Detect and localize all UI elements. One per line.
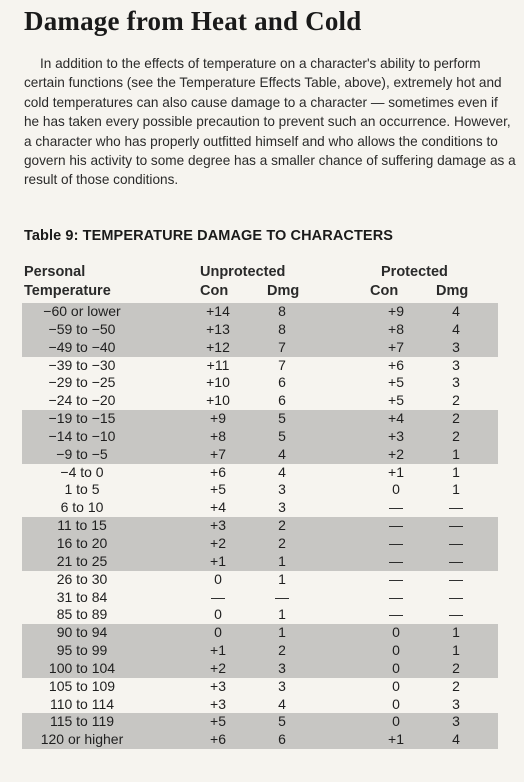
section-title: Damage from Heat and Cold [24,6,362,36]
cell-unprotected-con: +3 [210,517,226,534]
table-row [22,499,498,517]
cell-unprotected-con: — [211,588,225,605]
cell-temperature: −49 to −40 [48,338,116,355]
cell-unprotected-dmg: 3 [278,499,286,516]
cell-protected-dmg: — [449,499,463,516]
table-header [24,264,504,304]
cell-protected-con: — [389,570,403,587]
cell-protected-con: +2 [388,445,404,462]
cell-protected-con: 0 [392,624,400,641]
cell-unprotected-dmg: 3 [278,481,286,498]
table-row [22,446,498,464]
table-row [22,589,498,607]
table-row [22,339,498,357]
cell-temperature: 115 to 119 [49,713,115,730]
cell-unprotected-con: 0 [214,606,222,623]
cell-protected-con: +5 [388,374,404,391]
cell-protected-con: — [389,552,403,569]
cell-temperature: 95 to 99 [56,642,108,659]
cell-unprotected-con: +8 [210,427,226,444]
cell-unprotected-con: +12 [206,338,230,355]
cell-protected-con: +8 [388,320,404,337]
table-row [22,731,498,749]
header-temperature: Temperature [24,283,111,299]
cell-unprotected-con: +1 [210,552,226,569]
cell-protected-con: — [389,517,403,534]
cell-temperature: 100 to 104 [48,659,116,676]
cell-unprotected-con: 0 [214,570,222,587]
cell-protected-dmg: — [449,570,463,587]
cell-unprotected-dmg: 8 [278,303,286,319]
cell-protected-dmg: 1 [452,445,460,462]
cell-unprotected-dmg: 2 [278,642,286,659]
cell-unprotected-dmg: 6 [278,731,286,748]
cell-unprotected-con: +2 [210,534,226,551]
cell-temperature: −24 to −20 [48,392,116,409]
cell-protected-dmg: 4 [452,320,460,337]
cell-protected-con: — [389,534,403,551]
cell-protected-con: — [389,499,403,516]
cell-unprotected-dmg: — [275,588,289,605]
cell-protected-dmg: 4 [452,731,460,748]
cell-temperature: 26 to 30 [56,570,108,587]
cell-temperature: 16 to 20 [56,534,108,551]
table-row [22,481,498,499]
cell-protected-dmg: 1 [452,642,460,659]
cell-protected-con: +6 [388,356,404,373]
header-unprotected-con: Con [200,283,229,299]
cell-unprotected-con: +11 [206,356,230,373]
header-unprotected: Unprotected [200,264,286,280]
table-row [22,571,498,589]
cell-temperature: −59 to −50 [48,320,116,337]
cell-unprotected-dmg: 5 [278,427,286,444]
table-row [22,696,498,714]
cell-unprotected-con: +4 [210,499,226,516]
cell-temperature: 120 or higher [40,731,124,748]
cell-protected-dmg: 2 [452,410,460,427]
cell-unprotected-dmg: 7 [278,356,286,373]
table-row [22,553,498,571]
cell-temperature: −14 to −10 [48,427,116,444]
cell-unprotected-dmg: 5 [278,713,286,730]
cell-protected-dmg: — [449,517,463,534]
cell-protected-dmg: — [449,588,463,605]
cell-temperature: 21 to 25 [56,552,108,569]
cell-protected-con: +9 [388,303,404,319]
cell-unprotected-dmg: 4 [278,445,286,462]
cell-protected-dmg: 3 [452,338,460,355]
cell-unprotected-con: +2 [210,659,226,676]
cell-unprotected-dmg: 5 [278,410,286,427]
cell-unprotected-dmg: 3 [278,659,286,676]
cell-protected-dmg: 3 [452,374,460,391]
table-row [22,517,498,535]
table-row [22,660,498,678]
cell-protected-con: +3 [388,427,404,444]
header-protected: Protected [381,264,448,280]
cell-unprotected-con: +10 [206,392,230,409]
table-row [22,374,498,392]
table-row [22,321,498,339]
table-row [22,535,498,553]
cell-unprotected-con: +5 [210,481,226,498]
cell-temperature: −29 to −25 [48,374,116,391]
table-body [22,303,498,749]
cell-protected-dmg: 2 [452,677,460,694]
cell-protected-con: +5 [388,392,404,409]
cell-temperature: −60 or lower [43,303,121,319]
cell-protected-con: 0 [392,695,400,712]
cell-protected-con: +7 [388,338,404,355]
cell-protected-con: 0 [392,713,400,730]
cell-protected-con: 0 [392,659,400,676]
header-protected-con: Con [370,283,399,299]
cell-protected-dmg: 2 [452,392,460,409]
cell-temperature: 110 to 114 [49,695,115,712]
cell-protected-dmg: 2 [452,427,460,444]
cell-temperature: −9 to −5 [56,445,108,462]
cell-unprotected-dmg: 4 [278,463,286,480]
table-title: Table 9: TEMPERATURE DAMAGE TO CHARACTERS [24,228,394,244]
header-personal: Personal [24,264,86,280]
table-row [22,713,498,731]
cell-protected-con: 0 [392,642,400,659]
cell-protected-con: — [389,588,403,605]
table-row [22,303,498,321]
cell-unprotected-con: +6 [210,463,226,480]
cell-protected-dmg: 3 [452,695,460,712]
cell-unprotected-dmg: 6 [278,392,286,409]
cell-unprotected-con: +7 [210,445,226,462]
cell-protected-con: — [389,606,403,623]
cell-unprotected-dmg: 7 [278,338,286,355]
cell-unprotected-dmg: 4 [278,695,286,712]
table-row [22,464,498,482]
cell-temperature: 90 to 94 [56,624,108,641]
cell-unprotected-dmg: 1 [278,624,286,641]
cell-protected-con: +1 [388,463,404,480]
cell-unprotected-con: +3 [210,677,226,694]
cell-protected-con: +4 [388,410,404,427]
cell-protected-dmg: — [449,552,463,569]
table-row [22,428,498,446]
cell-protected-dmg: 1 [452,624,460,641]
cell-protected-con: +1 [388,731,404,748]
table-row [22,624,498,642]
cell-unprotected-dmg: 1 [278,606,286,623]
cell-unprotected-dmg: 6 [278,374,286,391]
cell-unprotected-dmg: 8 [278,320,286,337]
cell-protected-dmg: 2 [452,659,460,676]
intro-paragraph: In addition to the effects of temperature on a character's ability to perform certain functions (see the Temperature Effects Table, above), extremely hot and cold temperatures can also cause damage to a character — sometimes even if he has taken every possible precaution to prevent such an occurrence. However, a character who has properly outfitted himself and who allows the conditions to govern his activity to some degree has a smaller chance of suffering damage as a result of those conditions. [24,56,516,188]
cell-unprotected-con: +6 [210,731,226,748]
cell-protected-dmg: — [449,606,463,623]
cell-unprotected-con: +1 [210,642,226,659]
cell-temperature: −39 to −30 [48,356,116,373]
table-row [22,410,498,428]
table-row [22,606,498,624]
cell-temperature: 31 to 84 [56,588,108,605]
cell-unprotected-dmg: 3 [278,677,286,694]
cell-temperature: 105 to 109 [48,677,116,694]
cell-unprotected-con: 0 [214,624,222,641]
cell-unprotected-con: +13 [206,320,230,337]
table-row [22,392,498,410]
cell-unprotected-con: +14 [206,303,230,319]
cell-temperature: 6 to 10 [60,499,104,516]
cell-protected-con: 0 [392,677,400,694]
cell-unprotected-dmg: 1 [278,570,286,587]
table-row [22,678,498,696]
cell-temperature: 1 to 5 [64,481,100,498]
cell-unprotected-dmg: 2 [278,517,286,534]
cell-unprotected-con: +9 [210,410,226,427]
cell-protected-con: 0 [392,481,400,498]
table-row [22,642,498,660]
cell-protected-dmg: 1 [452,463,460,480]
cell-unprotected-con: +10 [206,374,230,391]
cell-protected-dmg: 1 [452,481,460,498]
cell-unprotected-dmg: 1 [278,552,286,569]
header-protected-dmg: Dmg [436,283,469,299]
cell-unprotected-con: +3 [210,695,226,712]
cell-temperature: −19 to −15 [48,410,116,427]
cell-temperature: 85 to 89 [56,606,108,623]
cell-unprotected-con: +5 [210,713,226,730]
header-unprotected-dmg: Dmg [267,283,300,299]
cell-protected-dmg: 3 [452,356,460,373]
cell-protected-dmg: 3 [452,713,460,730]
cell-temperature: 11 to 15 [57,517,107,534]
table-row [22,357,498,375]
cell-temperature: −4 to 0 [60,463,104,480]
cell-protected-dmg: — [449,534,463,551]
cell-unprotected-dmg: 2 [278,534,286,551]
cell-protected-dmg: 4 [452,303,460,319]
